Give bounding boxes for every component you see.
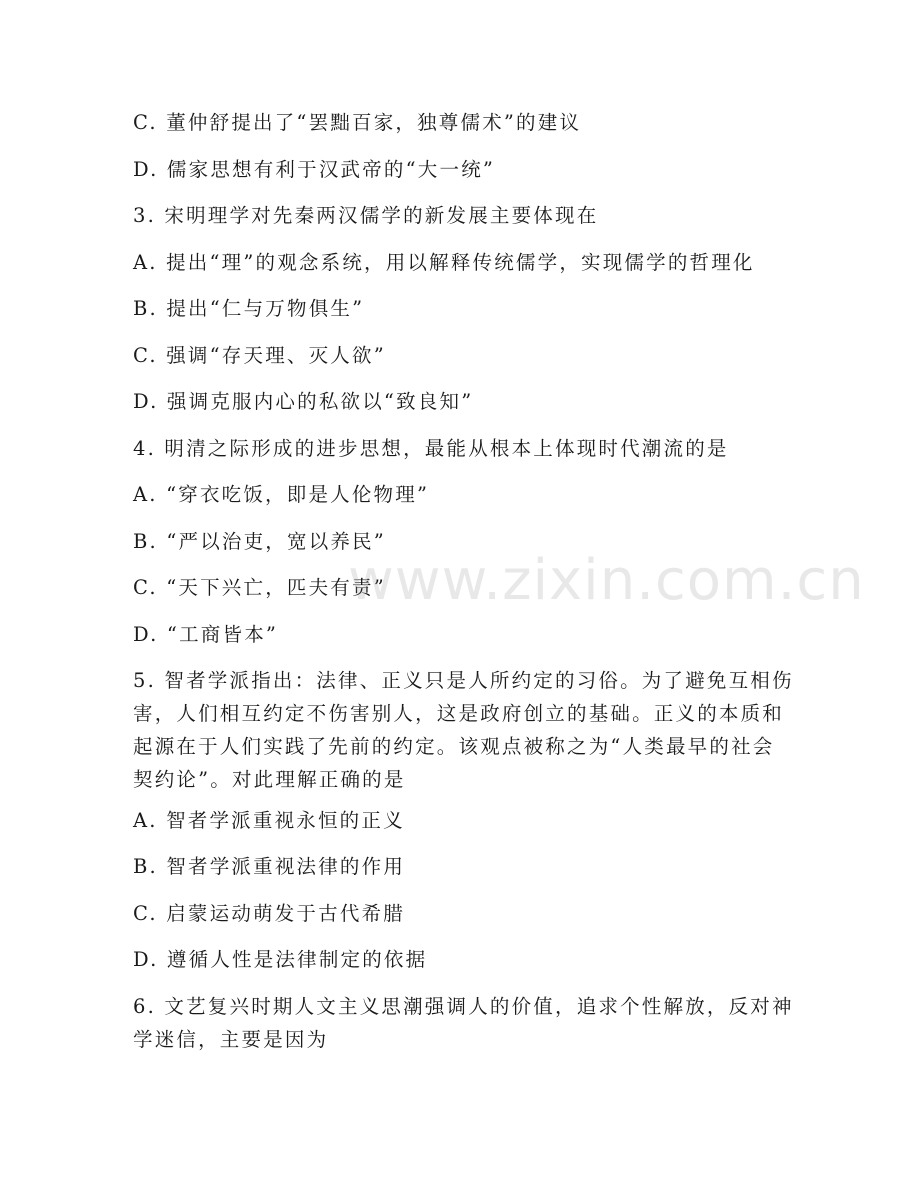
q5-question-line: 契约论”。对此理解正确的是: [133, 768, 406, 791]
q4-option-b: B. “严以治吏，宽以养民”: [133, 530, 386, 553]
q6-question-line: 6. 文艺复兴时期人文主义思潮强调人的价值，追求个性解放，反对神: [133, 995, 794, 1018]
q2-option-d: D. 儒家思想有利于汉武帝的“大一统”: [133, 158, 496, 181]
q4-option-c: C. “天下兴亡，匹夫有责”: [133, 576, 386, 599]
q5-option-c: C. 启蒙运动萌发于古代希腊: [133, 902, 405, 925]
q4-question: 4. 明清之际形成的进步思想，最能从根本上体现时代潮流的是: [133, 437, 729, 460]
q3-option-c: C. 强调“存天理、灭人欲”: [133, 344, 386, 367]
q3-option-a: A. 提出“理”的观念系统，用以解释传统儒学，实现儒学的哲理化: [133, 251, 755, 274]
q5-question-line: 5. 智者学派指出：法律、正义只是人所约定的习俗。为了避免互相伤: [133, 669, 794, 692]
q5-question-line: 害，人们相互约定不伤害别人，这是政府创立的基础。正义的本质和: [133, 702, 785, 725]
q5-option-a: A. 智者学派重视永恒的正义: [133, 809, 405, 832]
q2-option-c: C. 董仲舒提出了“罢黜百家，独尊儒术”的建议: [133, 111, 582, 134]
watermark: www.zixin.com.cn: [348, 548, 865, 613]
q4-option-a: A. “穿衣吃饭，即是人伦物理”: [133, 483, 430, 506]
q5-option-b: B. 智者学派重视法律的作用: [133, 855, 406, 878]
q3-option-b: B. 提出“仁与万物俱生”: [133, 297, 365, 320]
q3-question: 3. 宋明理学对先秦两汉儒学的新发展主要体现在: [133, 204, 599, 227]
q3-option-d: D. 强调克服内心的私欲以“致良知”: [133, 390, 474, 413]
q4-option-d: D. “工商皆本”: [133, 623, 279, 646]
q6-question: [133, 990, 793, 1056]
q5-question: [133, 664, 793, 796]
q6-question-line: 学迷信，主要是因为: [133, 1028, 329, 1051]
q5-option-d: D. 遵循人性是法律制定的依据: [133, 948, 428, 971]
q5-question-line: 起源在于人们实践了先前的约定。该观点被称之为“人类最早的社会: [133, 735, 775, 758]
